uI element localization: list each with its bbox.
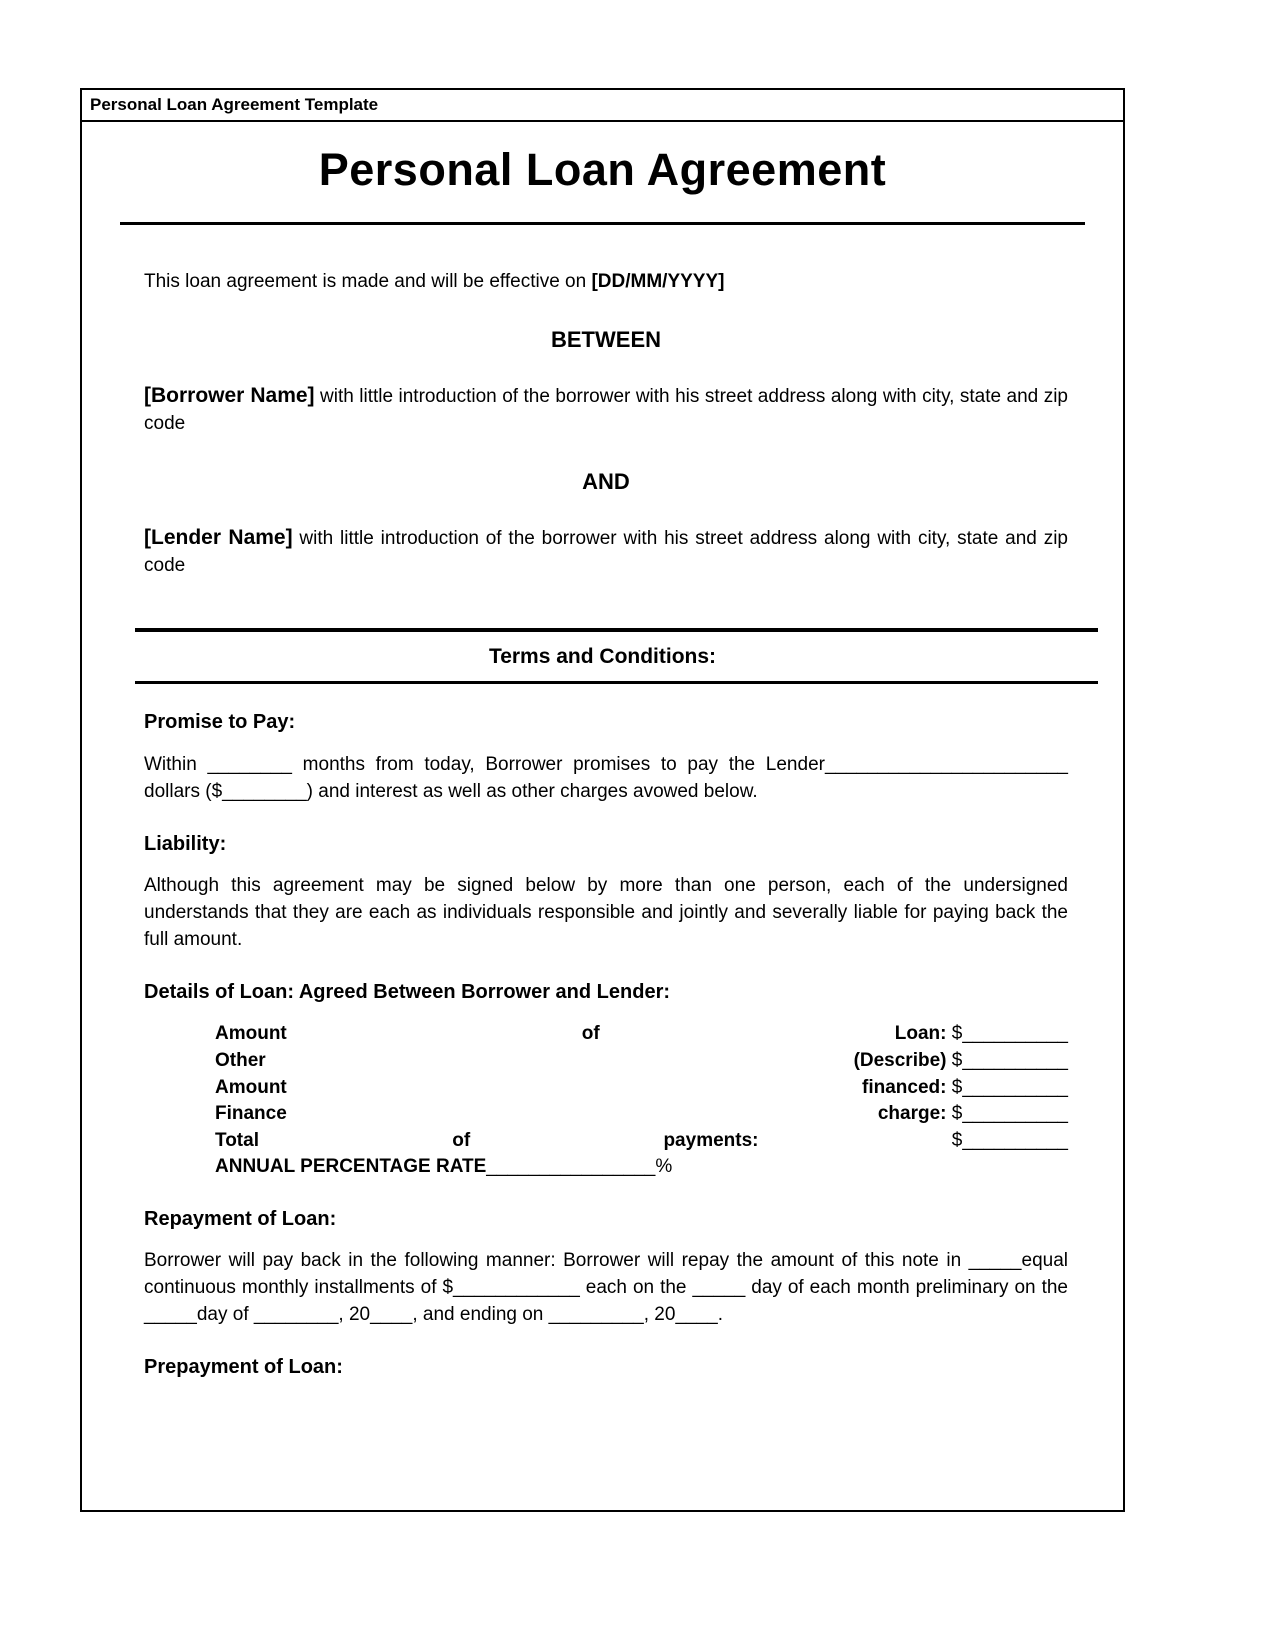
amount-of-loan-row xyxy=(215,1021,1068,1048)
amount-financed-label-left: Amount xyxy=(215,1076,287,1098)
borrower-paragraph xyxy=(144,381,1068,438)
other-label: Other xyxy=(215,1049,266,1071)
finance-charge-row xyxy=(215,1101,1068,1128)
template-header-label: Personal Loan Agreement Template xyxy=(82,90,1123,122)
other-describe-row xyxy=(215,1048,1068,1075)
other-describe-blank: $__________ xyxy=(946,1049,1068,1071)
other-describe-value xyxy=(854,1048,1068,1075)
payments-label: payments: xyxy=(663,1129,759,1151)
and-heading: AND xyxy=(582,469,630,495)
amount-financed-value xyxy=(862,1075,1068,1102)
amount-of-loan-label-mid: of xyxy=(581,1023,600,1045)
finance-label: Finance xyxy=(215,1103,287,1125)
apr-label: ANNUAL PERCENTAGE RATE xyxy=(215,1156,487,1178)
describe-label: (Describe) xyxy=(853,1049,947,1071)
title-divider xyxy=(120,222,1085,225)
document-frame xyxy=(80,88,1125,1512)
prepayment-of-loan-heading: Prepayment of Loan: xyxy=(144,1356,343,1379)
repayment-of-loan-heading: Repayment of Loan: xyxy=(144,1207,337,1230)
details-of-loan-heading: Details of Loan: Agreed Between Borrower and Lender: xyxy=(144,980,671,1003)
amount-financed-row xyxy=(215,1075,1068,1102)
total-of-label: of xyxy=(452,1129,471,1151)
total-payments-row xyxy=(215,1128,1068,1155)
between-heading: BETWEEN xyxy=(551,326,661,352)
effective-date-line xyxy=(144,269,1068,296)
liability-heading: Liability: xyxy=(144,832,227,855)
document-title: Personal Loan Agreement xyxy=(318,144,887,195)
borrower-description: with little introduction of the borrower with his street address along with city, state and zip code xyxy=(144,386,1068,435)
lender-name-placeholder: [Lender Name] xyxy=(144,526,293,550)
amount-of-loan-blank: $__________ xyxy=(946,1023,1068,1045)
lender-paragraph xyxy=(144,523,1068,580)
terms-top-divider xyxy=(135,628,1098,632)
terms-bottom-divider xyxy=(135,681,1098,684)
amount-of-loan-label-left: Amount xyxy=(215,1023,287,1045)
promise-to-pay-heading: Promise to Pay: xyxy=(144,711,296,734)
amount-financed-blank: $__________ xyxy=(946,1076,1068,1098)
terms-and-conditions-heading: Terms and Conditions: xyxy=(488,645,717,669)
date-placeholder: [DD/MM/YYYY] xyxy=(591,271,725,292)
charge-label: charge: xyxy=(877,1103,947,1125)
terms-body xyxy=(82,708,1123,1381)
financed-label: financed: xyxy=(862,1076,947,1098)
annual-percentage-rate-row xyxy=(215,1154,1068,1181)
repayment-of-loan-paragraph: Borrower will pay back in the following manner: Borrower will repay the amount of this note in _____equal continuous monthly installments of $____________ each on the _____ day of each month preliminary on the _____day of ________, 20____, and ending on _________, 20____. xyxy=(144,1250,1068,1326)
total-payments-blank: $__________ xyxy=(951,1129,1068,1151)
effective-date-text: This loan agreement is made and will be effective on xyxy=(144,271,592,292)
promise-to-pay-paragraph: Within ________ months from today, Borrower promises to pay the Lender_______________________ dollars ($________) and interest as well as other charges avowed below. xyxy=(144,753,1068,802)
amount-of-loan-value xyxy=(895,1021,1068,1048)
apr-blank: ________________% xyxy=(486,1156,673,1178)
lender-description: with little introduction of the borrower with his street address along with city, state and zip code xyxy=(144,528,1069,577)
liability-paragraph: Although this agreement may be signed below by more than one person, each of the undersigned understands that they are each as individuals responsible and jointly and severally liable for paying back the full amount. xyxy=(144,875,1068,950)
borrower-name-placeholder: [Borrower Name] xyxy=(144,384,315,408)
total-label: Total xyxy=(215,1129,259,1151)
loan-details-table xyxy=(215,1021,1068,1181)
finance-charge-blank: $__________ xyxy=(946,1103,1068,1125)
document-body xyxy=(82,269,1123,580)
amount-of-loan-label-right: Loan: xyxy=(894,1023,947,1045)
finance-charge-value xyxy=(878,1101,1068,1128)
